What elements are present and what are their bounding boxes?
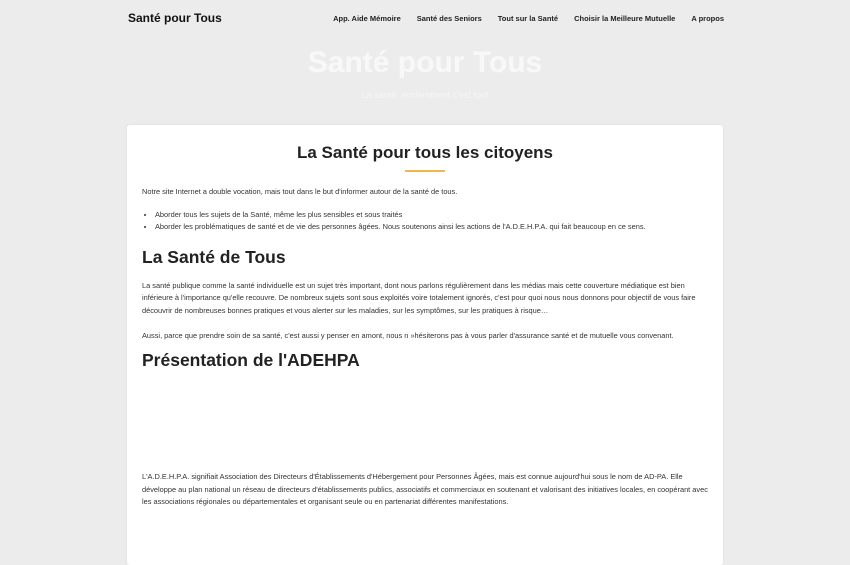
list-item: • Aborder les problématiques de santé et de vie des personnes âgées. Nous soutenons ainsi les actions de l'A.D.E.H.P.A. qui fait beaucoup en ce sens. (155, 221, 708, 234)
site-brand[interactable]: Santé pour Tous (128, 11, 222, 25)
nav-link-sante-des-seniors[interactable]: Santé des Seniors (416, 13, 482, 23)
top-navigation-bar (0, 0, 850, 36)
empty-content-area (142, 371, 708, 471)
article-title: La Santé pour tous les citoyens (296, 143, 553, 162)
hero-banner (0, 46, 850, 136)
section2-paragraph-1: L'A.D.E.H.P.A. signifiait Association des Directeurs d'Établissements d'Hébergement pour Personnes Âgées, mais est connue aujourd'hui sous le nom de AD-PA. Elle développe au plan national un réseau de directeurs d'établissements publics, associatifs et commerciaux en soutenant et valorisant des initiatives locales, en coopérant avec les associations régionales ou départementales et organisant seule ou en partenariat différentes manifestations. (142, 472, 708, 507)
section1-paragraph-1: La santé publique comme la santé individuelle est un sujet très important, dont nous parlons régulièrement dans les médias mais cette couverture médiatique est bien inférieure à l'importance qu'elle recouvre. De nombreux sujets sont sous exploités voire totalement ignorés, c'est pour quoi nous nous donnons pour objectif de vous faire découvrir de nombreuses bonnes pratiques et vous alerter sur les maladies, sur les symptômes, sur les pratiques à risque… (142, 280, 696, 315)
intro-paragraph: Notre site Internet a double vocation, mais tout dans le but d'informer autour de la santé de tous. (142, 187, 458, 196)
main-menu (333, 14, 724, 23)
hero-title: Santé pour Tous (307, 46, 543, 79)
nav-link-app-aide-memoire[interactable]: App. Aide Mémoire (333, 13, 401, 23)
section1-paragraph-2: Aussi, parce que prendre soin de sa santé, c'est aussi y penser en amont, nous n »hésiterons pas à vous parler d'assurance santé et de mutuelle vous convenant. (142, 330, 674, 340)
title-underline-divider (405, 170, 445, 172)
section-heading-sante-de-tous: La Santé de Tous (142, 246, 286, 267)
nav-link-choisir-mutuelle[interactable]: Choisir la Meilleure Mutuelle (574, 13, 676, 23)
hero-subtitle: La santé, évidemment c'est tout (361, 90, 489, 100)
nav-link-tout-sur-la-sante[interactable]: Tout sur la Santé (497, 13, 559, 23)
article-card (127, 125, 723, 565)
list-item: • Aborder tous les sujets de la Santé, même les plus sensibles et sous traités (155, 209, 708, 222)
nav-link-a-propos[interactable]: A propos (691, 13, 724, 23)
section-heading-presentation-adehpa: Présentation de l'ADEHPA (142, 350, 360, 371)
vocation-list (142, 209, 708, 234)
